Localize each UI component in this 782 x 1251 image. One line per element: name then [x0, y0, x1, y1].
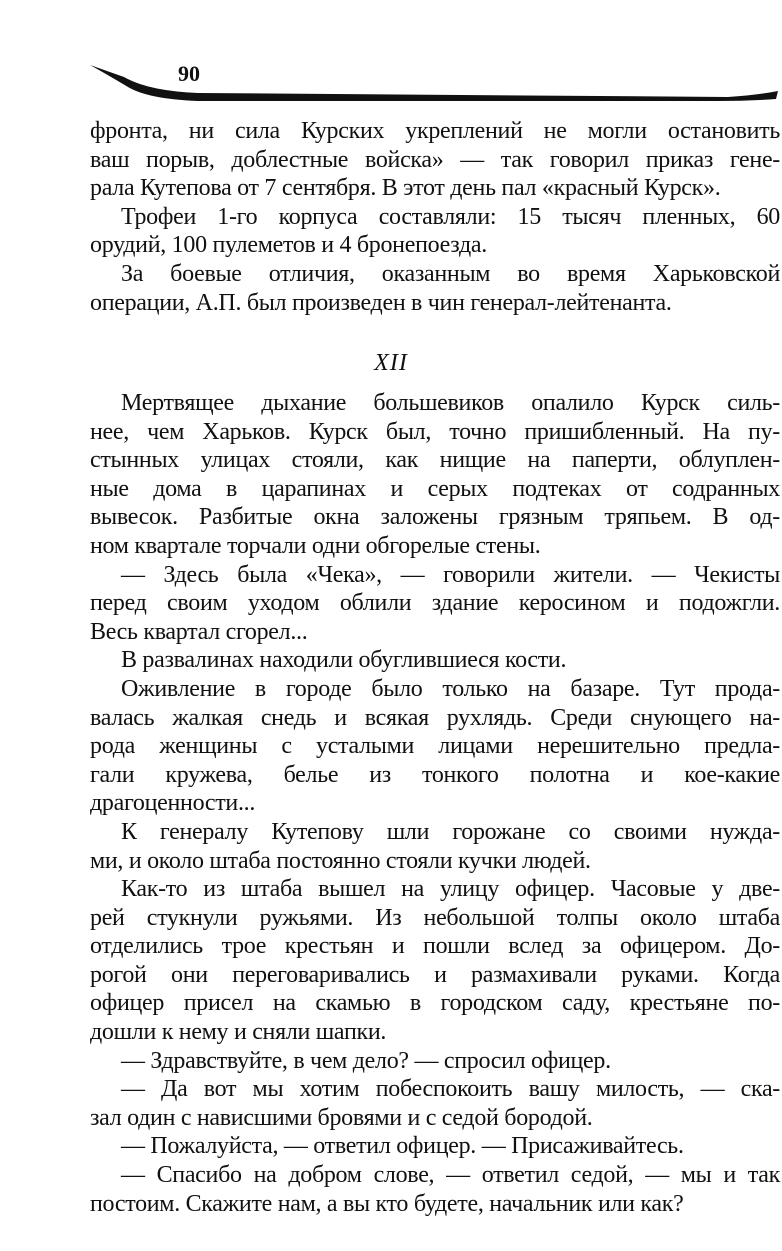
paragraph: [90, 1075, 780, 1132]
text-line: — Спасибо на добром слове, — ответил седой, — мы и так: [121, 1162, 780, 1189]
paragraph: [90, 818, 780, 875]
text-line: постоим. Скажите нам, а вы кто будете, начальник или как?: [90, 1190, 684, 1217]
paragraph: [90, 646, 780, 675]
text-line: — Здесь была «Чека», — говорили жители. — Чекисты: [121, 561, 780, 588]
paragraph: [90, 1047, 780, 1076]
text-line: К генералу Кутепову шли горожане со своими нужда-: [121, 818, 780, 845]
text-line: Весь квартал сгорел...: [90, 618, 308, 645]
text-line: фронта, ни сила Курских укреплений не могли остановить: [90, 118, 780, 144]
text-line: рода женщины с усталыми лицами нерешительно предла-: [90, 733, 780, 760]
text-line: гали кружева, белье из тонкого полотна и кое-какие: [90, 761, 780, 788]
text-line: В развалинах находили обуглившиеся кости.: [121, 647, 567, 674]
chapter-heading: XII: [374, 350, 408, 376]
text-line: валась жалкая снедь и всякая рухлядь. Среди снующего на-: [90, 704, 780, 731]
text-line: ми, и около штаба постоянно стояли кучки людей.: [90, 847, 591, 874]
text-line: рала Кутепова от 7 сентября. В этот день пал «красный Курск».: [90, 175, 721, 202]
text-line: Как-то из штаба вышел на улицу офицер. Часовые у две-: [121, 876, 780, 903]
text-line: За боевые отличия, оказанным во время Харьковской: [121, 260, 780, 287]
paragraph: [90, 561, 780, 647]
text-line: — Да вот мы хотим побеспокоить вашу милость, — ска-: [121, 1076, 780, 1103]
text-line: ном квартале торчали одни обгорелые стены.: [90, 532, 541, 559]
text-block-chapter: [90, 389, 780, 1218]
text-line: нее, чем Харьков. Курск был, точно пришибленный. На пу-: [90, 418, 780, 445]
text-block-top: [90, 117, 780, 317]
page-number: 90: [178, 61, 200, 86]
paragraph: [90, 117, 780, 203]
paragraph: [90, 203, 780, 260]
text-line: Трофеи 1-го корпуса составляли: 15 тысяч пленных, 60: [121, 203, 780, 230]
text-line: операции, А.П. был произведен в чин генерал-лейтенанта.: [90, 289, 672, 316]
text-line: орудий, 100 пулеметов и 4 бронепоезда.: [90, 232, 487, 259]
text-line: вывесок. Разбитые окна заложены грязным тряпьем. В од-: [90, 504, 780, 531]
text-line: Мертвящее дыхание большевиков опалило Курск силь-: [121, 390, 780, 416]
paragraph: [90, 1132, 780, 1161]
text-line: рей стукнули ружьями. Из небольшой толпы около штаба: [90, 904, 780, 931]
text-line: отделились трое крестьян и пошли вслед за офицером. До-: [90, 933, 780, 960]
text-line: — Пожалуйста, — ответил офицер. — Присаживайтесь.: [121, 1133, 684, 1160]
paragraph: [90, 875, 780, 1047]
paragraph: [90, 260, 780, 317]
text-line: рогой они переговаривались и размахивали руками. Когда: [90, 961, 780, 988]
text-line: перед своим уходом облили здание керосином и подожгли.: [90, 590, 780, 617]
text-line: стынных улицах стояли, как нищие на паперти, облуплен-: [90, 447, 780, 474]
text-line: ные дома в царапинах и серых подтеках от содранных: [90, 475, 780, 502]
text-line: дошли к нему и сняли шапки.: [90, 1019, 387, 1046]
text-line: офицер присел на скамью в городском саду, крестьяне по-: [90, 990, 780, 1017]
paragraph: [90, 389, 780, 561]
text-line: — Здравствуйте, в чем дело? — спросил офицер.: [121, 1047, 611, 1074]
running-header: [88, 55, 782, 105]
text-line: Оживление в городе было только на базаре. Тут прода-: [121, 675, 780, 702]
text-line: драгоценности...: [90, 790, 256, 817]
paragraph: [90, 675, 780, 818]
text-line: зал один с нависшими бровями и с седой бородой.: [90, 1104, 593, 1131]
paragraph: [90, 1161, 780, 1218]
text-line: ваш порыв, доблестные войска» — так говорил приказ гене-: [90, 146, 780, 173]
